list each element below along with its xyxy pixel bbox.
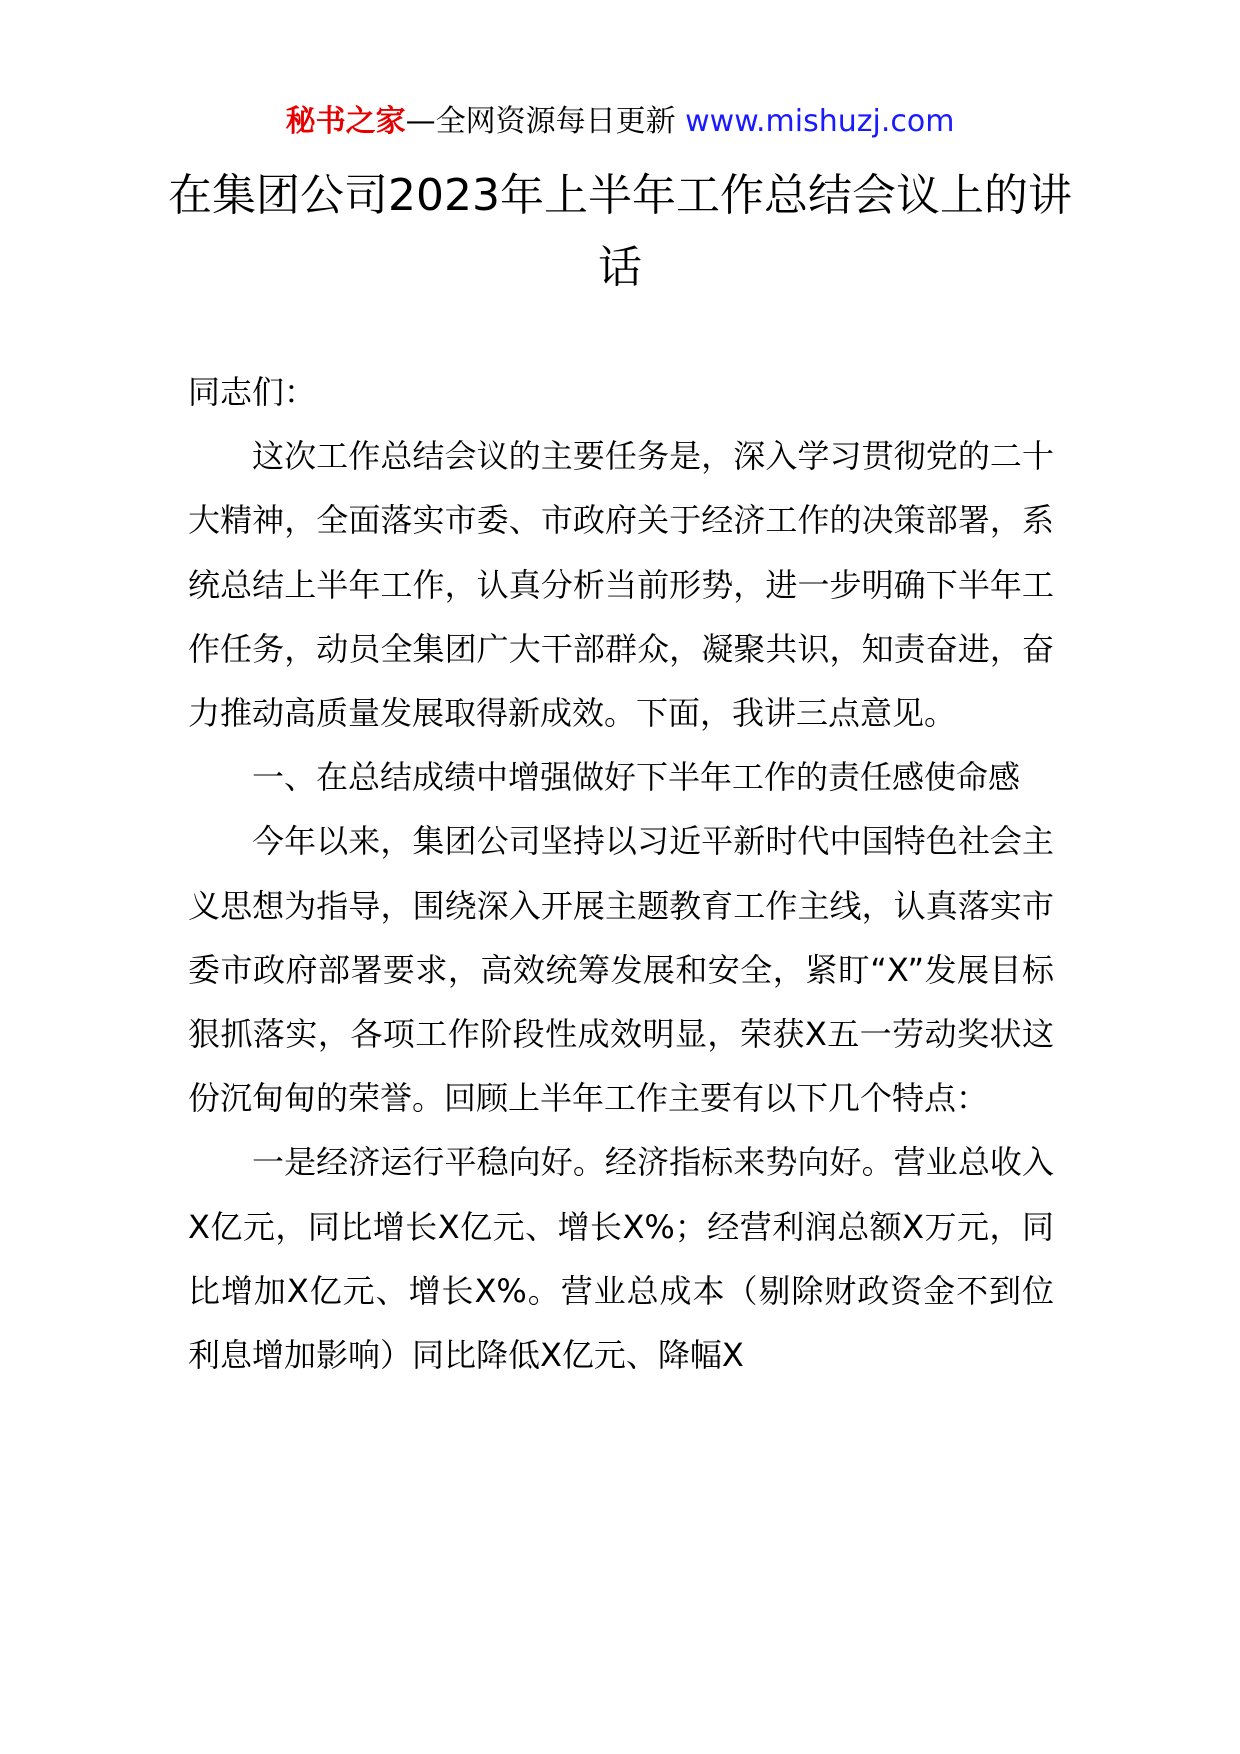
site-header xyxy=(0,100,1240,144)
document-body xyxy=(188,360,1054,1387)
paragraph-review: 今年以来，集团公司坚持以习近平新时代中国特色社会主义思想为指导，围绕深入开展主题教育工作主线，认真落实市委市政府部署要求，高效统筹发展和安全，紧盯“X”发展目标狠抓落实，各项工作阶段性成效明显，荣获X五一劳动奖状这份沉甸甸的荣誉。回顾上半年工作主要有以下几个特点： xyxy=(188,822,1054,1118)
document-title: 在集团公司2023年上半年工作总结会议上的讲话 xyxy=(168,170,1072,293)
site-slogan: —全网资源每日更新 xyxy=(405,104,676,139)
salutation: 同志们： xyxy=(188,373,317,411)
section-heading-1: 一、在总结成绩中增强做好下半年工作的责任感使命感 xyxy=(252,758,1021,797)
site-brand: 秘书之家 xyxy=(285,104,406,139)
paragraph-economy: 一是经济运行平稳向好。经济指标来势向好。营业总收入X亿元，同比增长X亿元、增长X%；经营利润总额X万元，同比增加X亿元、增长X%。营业总成本（剔除财政资金不到位利息增加影响）同比降低X亿元、降幅X xyxy=(188,1143,1054,1375)
site-url-link[interactable]: www.mishuzj.com xyxy=(685,104,955,139)
paragraph-intro: 这次工作总结会议的主要任务是，深入学习贯彻党的二十大精神，全面落实市委、市政府关于经济工作的决策部署，系统总结上半年工作，认真分析当前形势，进一步明确下半年工作任务，动员全集团广大干部群众，凝聚共识，知责奋进，奋力推动高质量发展取得新成效。下面，我讲三点意见。 xyxy=(188,437,1054,733)
